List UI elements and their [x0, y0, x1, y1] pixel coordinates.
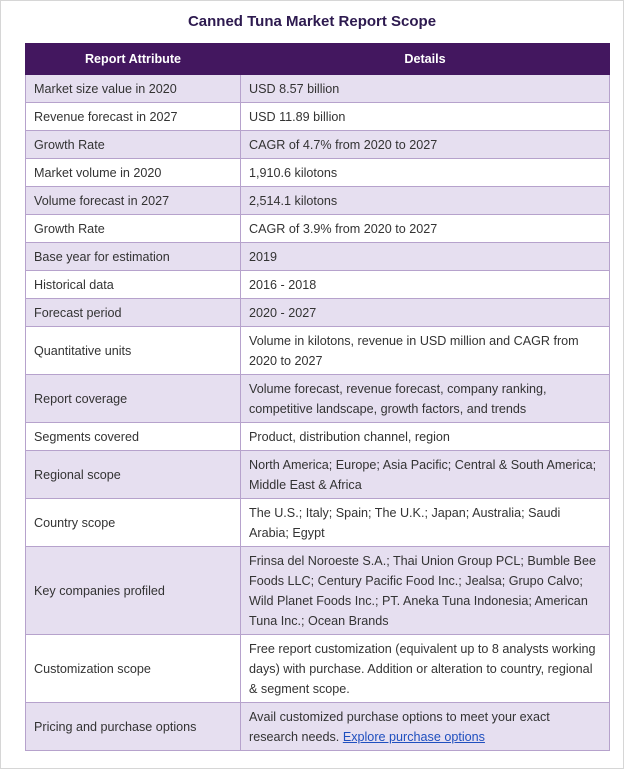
- attribute-cell: Growth Rate: [26, 131, 241, 159]
- table-row: [26, 703, 610, 751]
- table-row: [26, 75, 610, 103]
- attribute-cell: Quantitative units: [26, 327, 241, 375]
- details-cell: [241, 703, 610, 751]
- attribute-cell: Market size value in 2020: [26, 75, 241, 103]
- table-row: [26, 423, 610, 451]
- details-cell: CAGR of 4.7% from 2020 to 2027: [241, 131, 610, 159]
- table-row: [26, 271, 610, 299]
- details-cell: CAGR of 3.9% from 2020 to 2027: [241, 215, 610, 243]
- attribute-cell: Regional scope: [26, 451, 241, 499]
- details-cell: 2019: [241, 243, 610, 271]
- details-cell: Product, distribution channel, region: [241, 423, 610, 451]
- header-details: Details: [241, 44, 610, 75]
- details-cell: 1,910.6 kilotons: [241, 159, 610, 187]
- details-cell: Frinsa del Noroeste S.A.; Thai Union Group PCL; Bumble Bee Foods LLC; Century Pacific Food Inc.; Jealsa; Grupo Calvo; Wild Planet Foods Inc.; PT. Aneka Tuna Indonesia; American Tuna Inc.; Ocean Brands: [241, 547, 610, 635]
- attribute-cell: Segments covered: [26, 423, 241, 451]
- details-cell: USD 11.89 billion: [241, 103, 610, 131]
- details-cell: 2016 - 2018: [241, 271, 610, 299]
- pricing-details-text: Avail customized purchase options to meet your exact research needs.: [249, 709, 550, 744]
- attribute-cell: Customization scope: [26, 635, 241, 703]
- table-row: [26, 159, 610, 187]
- details-cell: Volume forecast, revenue forecast, company ranking, competitive landscape, growth factors, and trends: [241, 375, 610, 423]
- table-row: [26, 131, 610, 159]
- table-row: [26, 243, 610, 271]
- table-row: [26, 103, 610, 131]
- details-cell: USD 8.57 billion: [241, 75, 610, 103]
- table-row: [26, 499, 610, 547]
- table-row: [26, 451, 610, 499]
- details-cell: Volume in kilotons, revenue in USD million and CAGR from 2020 to 2027: [241, 327, 610, 375]
- page-title: Canned Tuna Market Report Scope: [187, 13, 437, 30]
- attribute-cell: Historical data: [26, 271, 241, 299]
- details-cell: Free report customization (equivalent up to 8 analysts working days) with purchase. Addition or alteration to country, regional & segment scope.: [241, 635, 610, 703]
- attribute-cell: Forecast period: [26, 299, 241, 327]
- table-row: [26, 327, 610, 375]
- attribute-cell: Key companies profiled: [26, 547, 241, 635]
- details-cell: North America; Europe; Asia Pacific; Central & South America; Middle East & Africa: [241, 451, 610, 499]
- attribute-cell: Base year for estimation: [26, 243, 241, 271]
- attribute-cell: Growth Rate: [26, 215, 241, 243]
- details-cell: 2020 - 2027: [241, 299, 610, 327]
- table-row: [26, 215, 610, 243]
- header-report-attribute: Report Attribute: [26, 44, 241, 75]
- table-row: [26, 187, 610, 215]
- explore-purchase-options-link[interactable]: Explore purchase options: [342, 729, 485, 744]
- attribute-cell: Market volume in 2020: [26, 159, 241, 187]
- attribute-cell: Report coverage: [26, 375, 241, 423]
- details-cell: The U.S.; Italy; Spain; The U.K.; Japan; Australia; Saudi Arabia; Egypt: [241, 499, 610, 547]
- report-scope-table: [25, 43, 610, 751]
- table-row: [26, 635, 610, 703]
- attribute-cell: Revenue forecast in 2027: [26, 103, 241, 131]
- table-header-row: [26, 44, 610, 75]
- attribute-cell: Volume forecast in 2027: [26, 187, 241, 215]
- attribute-cell: Country scope: [26, 499, 241, 547]
- table-row: [26, 547, 610, 635]
- attribute-cell: Pricing and purchase options: [26, 703, 241, 751]
- table-row: [26, 375, 610, 423]
- details-cell: 2,514.1 kilotons: [241, 187, 610, 215]
- table-row: [26, 299, 610, 327]
